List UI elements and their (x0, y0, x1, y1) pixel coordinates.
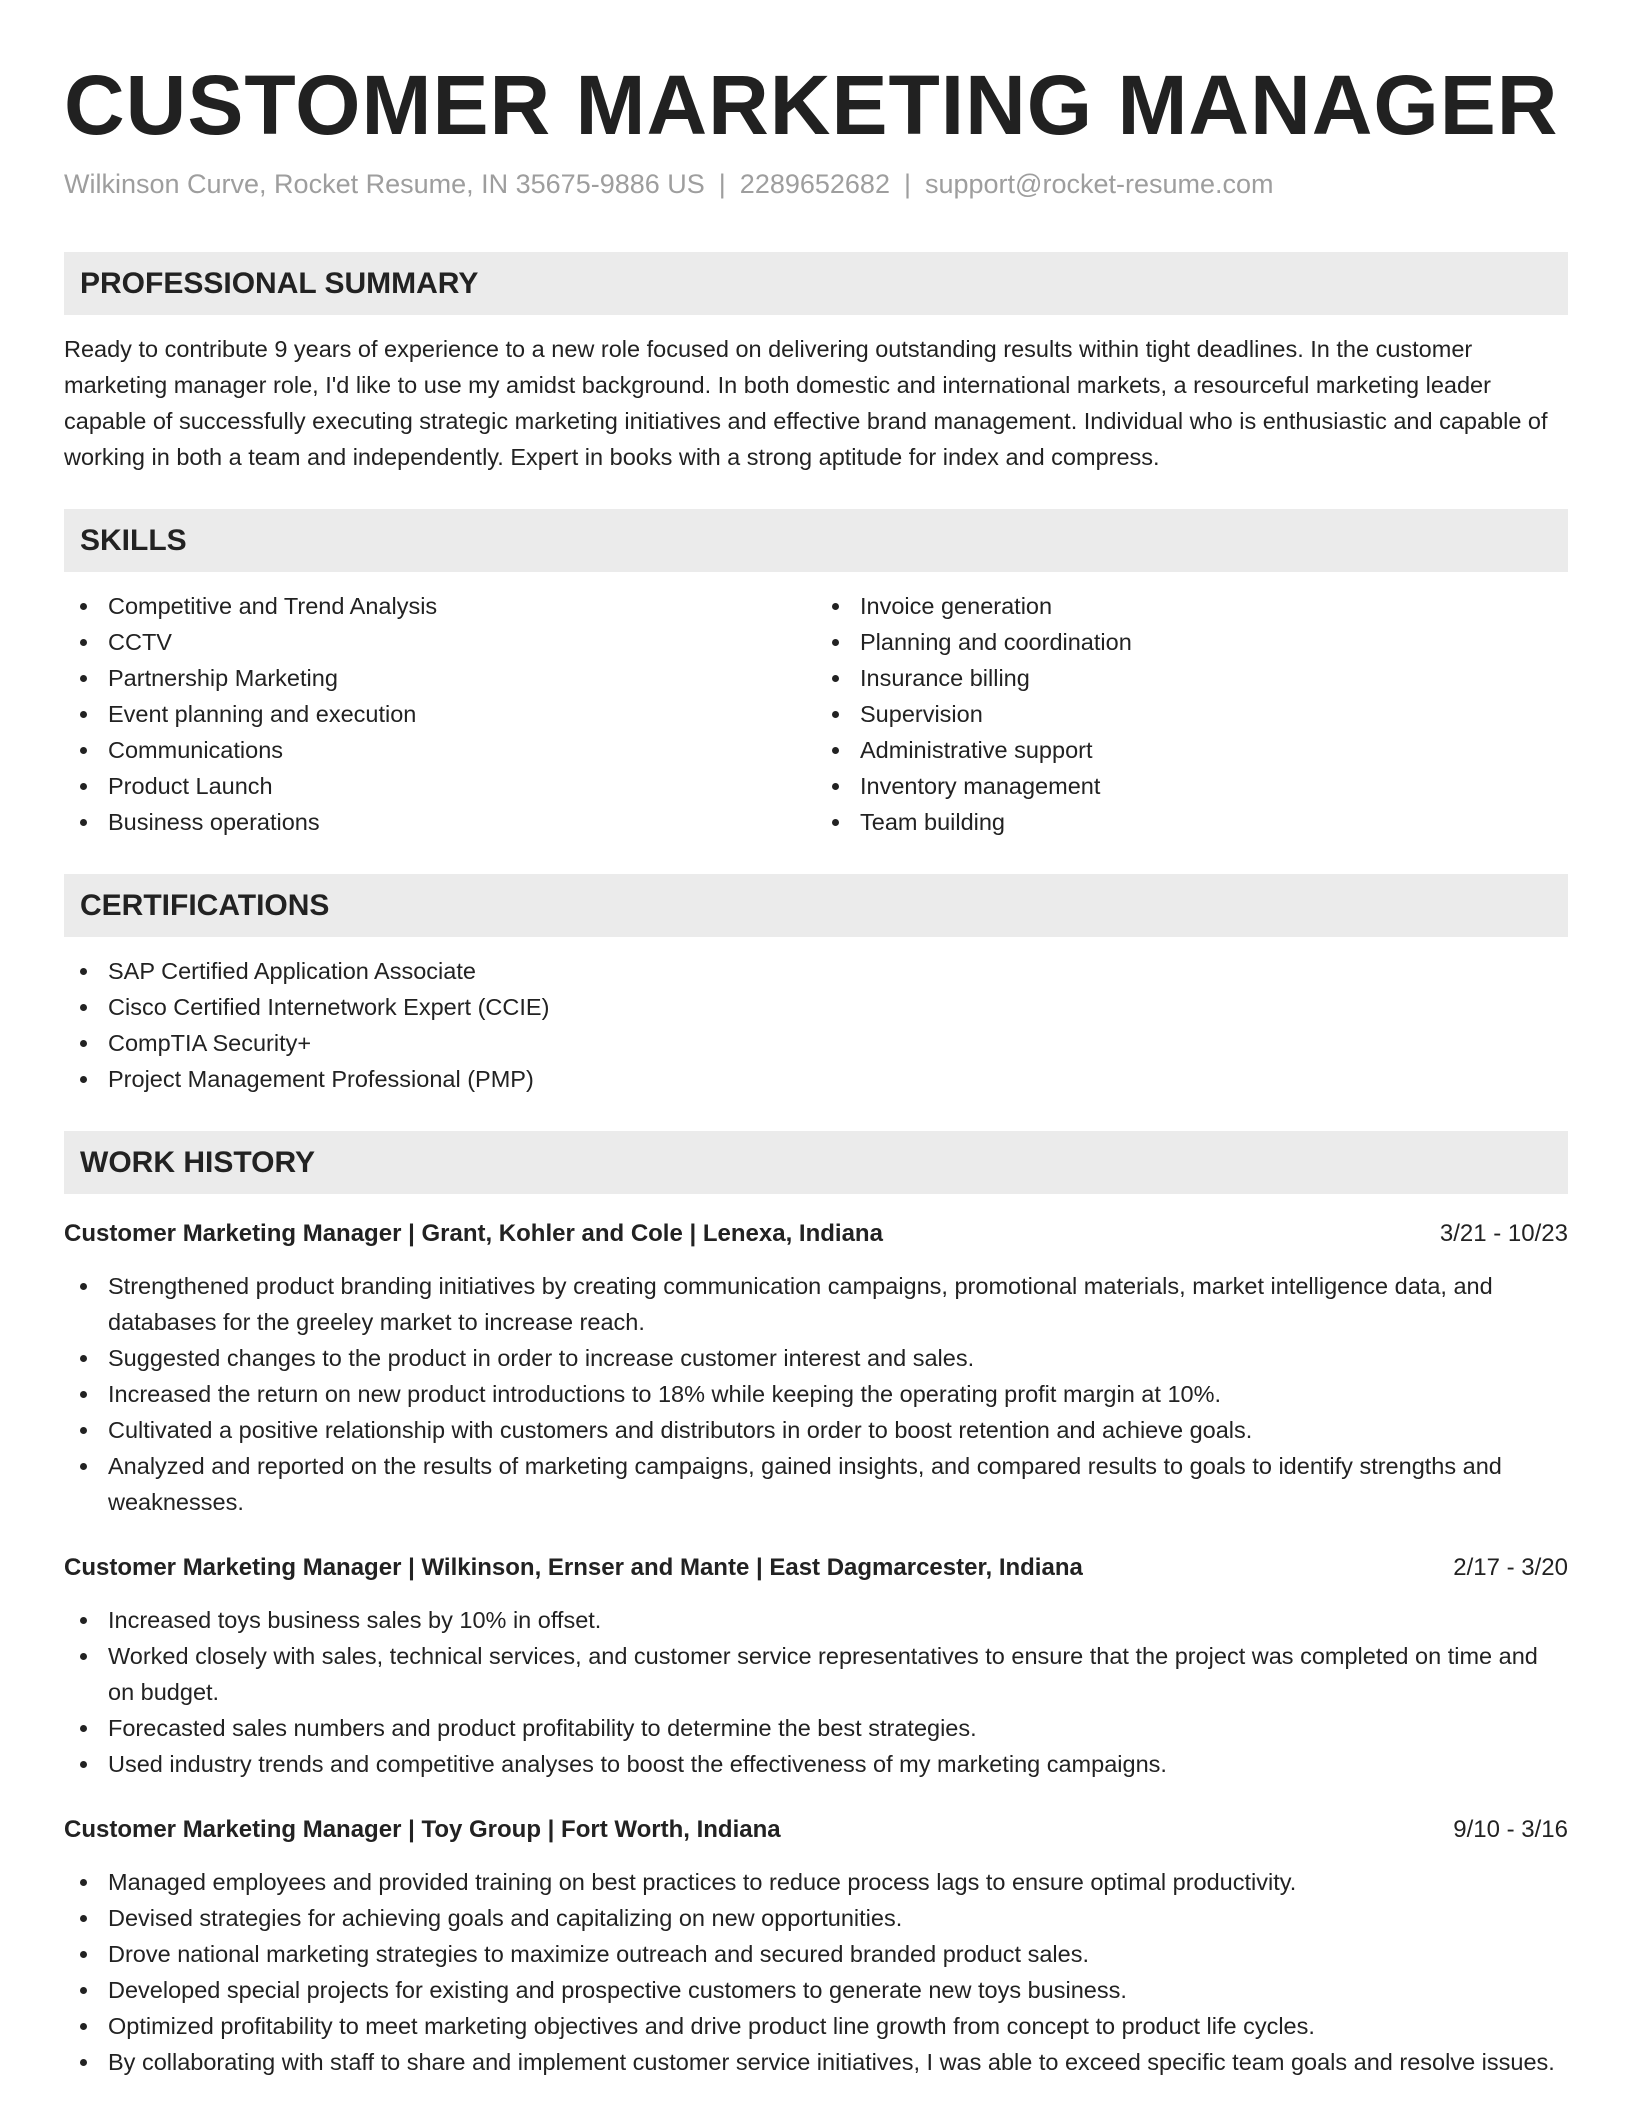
summary-text: Ready to contribute 9 years of experience to a new role focused on delivering outstanding results within tight deadlines. In the customer marketing manager role, I'd like to use my amidst background. In both domestic and international markets, a resourceful marketing leader capable of successfully executing strategic marketing initiatives and effective brand management. Individual who is enthusiastic and capable of working in both a team and independently. Expert in books with a strong aptitude for index and compress. (64, 336, 1548, 470)
job-bullets (64, 1864, 1568, 2080)
job-header (64, 1216, 1568, 1252)
section-header-skills: SKILLS (64, 509, 1568, 572)
resume-content (64, 50, 1568, 2080)
list-item: Increased the return on new product introductions to 18% while keeping the operating profit margin at 10%. (108, 1376, 1568, 1412)
list-item: Developed special projects for existing and prospective customers to generate new toys business. (108, 1972, 1568, 2008)
list-item: Worked closely with sales, technical services, and customer service representatives to ensure that the project was completed on time and on budget. (108, 1638, 1568, 1710)
list-item: CCTV (108, 624, 816, 660)
job-entry (64, 1550, 1568, 1782)
list-item: Cisco Certified Internetwork Expert (CCIE) (108, 989, 1568, 1025)
contact-separator: | (718, 169, 726, 199)
list-item: Team building (860, 804, 1568, 840)
job-title: Customer Marketing Manager | Toy Group | Fort Worth, Indiana (64, 1816, 781, 1843)
list-item: Supervision (860, 696, 1568, 732)
list-item: Partnership Marketing (108, 660, 816, 696)
section-header-summary: PROFESSIONAL SUMMARY (64, 252, 1568, 315)
job-entry (64, 1812, 1568, 2080)
job-bullets (64, 1268, 1568, 1520)
list-item: Optimized profitability to meet marketing objectives and drive product line growth from concept to product life cycles. (108, 2008, 1568, 2044)
contact-separator: | (903, 169, 911, 199)
list-item: Drove national marketing strategies to maximize outreach and secured branded product sales. (108, 1936, 1568, 1972)
work-history (64, 1216, 1568, 2080)
job-dates: 2/17 - 3/20 (1453, 1554, 1568, 1581)
list-item: Business operations (108, 804, 816, 840)
job-title: Customer Marketing Manager | Grant, Kohler and Cole | Lenexa, Indiana (64, 1220, 883, 1247)
certifications-list (64, 953, 1568, 1097)
list-item: Communications (108, 732, 816, 768)
contact-line (64, 166, 1568, 202)
list-item: Analyzed and reported on the results of marketing campaigns, gained insights, and compared results to goals to identify strengths and weaknesses. (108, 1448, 1568, 1520)
list-item: Suggested changes to the product in order to increase customer interest and sales. (108, 1340, 1568, 1376)
list-item: Strengthened product branding initiatives by creating communication campaigns, promotional materials, market intelligence data, and databases for the greeley market to increase reach. (108, 1268, 1568, 1340)
contact-phone: 2289652682 (739, 169, 890, 199)
list-item: Inventory management (860, 768, 1568, 804)
list-item: Planning and coordination (860, 624, 1568, 660)
list-item: SAP Certified Application Associate (108, 953, 1568, 989)
contact-address: Wilkinson Curve, Rocket Resume, IN 35675-9886 US (64, 169, 705, 199)
list-item: Insurance billing (860, 660, 1568, 696)
list-item: Administrative support (860, 732, 1568, 768)
job-header (64, 1812, 1568, 1848)
skills-grid (64, 572, 1568, 840)
skills-list-right (816, 588, 1568, 840)
job-bullets (64, 1602, 1568, 1782)
list-item: By collaborating with staff to share and implement customer service initiatives, I was able to exceed specific team goals and resolve issues. (108, 2044, 1568, 2080)
job-header (64, 1550, 1568, 1586)
section-header-certifications: CERTIFICATIONS (64, 874, 1568, 937)
contact-email: support@rocket-resume.com (924, 169, 1274, 199)
list-item: Devised strategies for achieving goals and capitalizing on new opportunities. (108, 1900, 1568, 1936)
list-item: Product Launch (108, 768, 816, 804)
list-item: CompTIA Security+ (108, 1025, 1568, 1061)
job-dates: 3/21 - 10/23 (1439, 1220, 1568, 1247)
list-item: Invoice generation (860, 588, 1568, 624)
job-title: Customer Marketing Manager | Wilkinson, Ernser and Mante | East Dagmarcester, Indiana (64, 1554, 1083, 1581)
list-item: Cultivated a positive relationship with customers and distributors in order to boost retention and achieve goals. (108, 1412, 1568, 1448)
list-item: Increased toys business sales by 10% in offset. (108, 1602, 1568, 1638)
list-item: Competitive and Trend Analysis (108, 588, 816, 624)
list-item: Managed employees and provided training on best practices to reduce process lags to ensure optimal productivity. (108, 1864, 1568, 1900)
list-item: Forecasted sales numbers and product profitability to determine the best strategies. (108, 1710, 1568, 1746)
list-item: Used industry trends and competitive analyses to boost the effectiveness of my marketing campaigns. (108, 1746, 1568, 1782)
page-title: CUSTOMER MARKETING MANAGER (64, 58, 1559, 152)
job-dates: 9/10 - 3/16 (1453, 1816, 1568, 1843)
job-entry (64, 1216, 1568, 1520)
skills-list-left (64, 588, 816, 840)
section-header-work-history: WORK HISTORY (64, 1131, 1568, 1194)
list-item: Event planning and execution (108, 696, 816, 732)
list-item: Project Management Professional (PMP) (108, 1061, 1568, 1097)
